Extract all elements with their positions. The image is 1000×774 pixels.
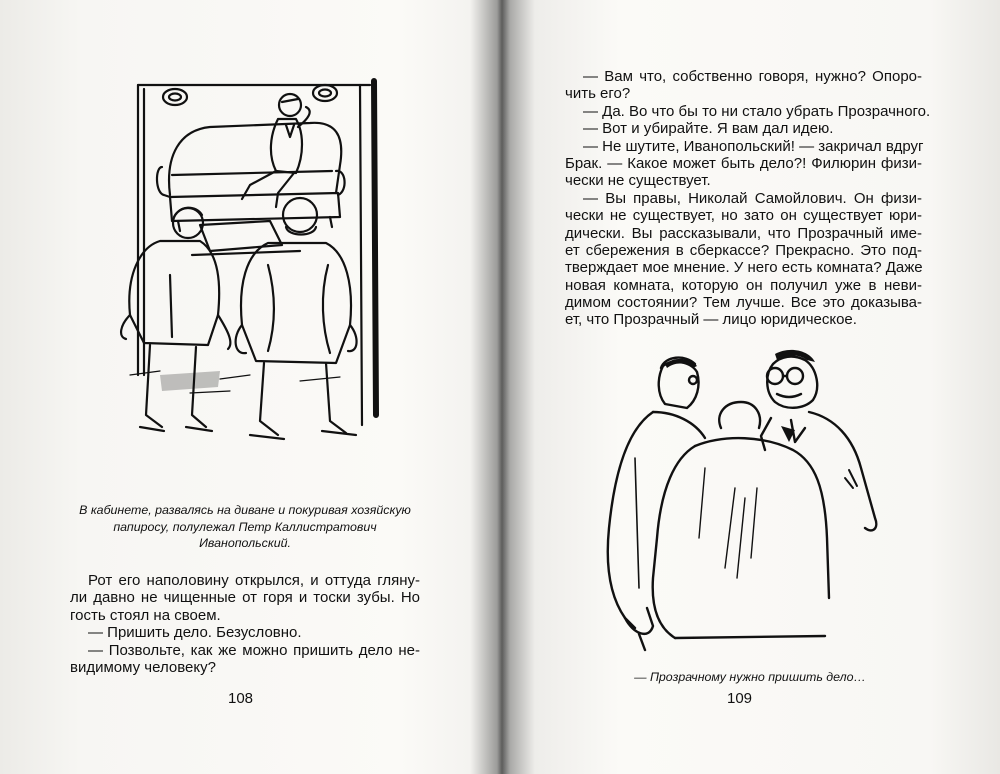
text-line: чески не существует. [565, 172, 711, 190]
text-line: Брак. — Какое может быть дело?! Филюрин физи- [565, 154, 922, 172]
text-line: — Пришить дело. Безусловно. [88, 624, 302, 642]
text-line: димом состоянии? Тем лучше. Все это доказыва- [565, 294, 922, 312]
right-page [505, 0, 1000, 774]
right-body-text [565, 68, 931, 329]
text-line: новая комната, которую он получил уже в неви- [565, 276, 922, 294]
text-line: ет сбережения в сберкассе? Прекрасно. Это под- [565, 241, 922, 259]
text-line: — Да. Во что бы то ни стало убрать Прозрачного. [583, 102, 931, 120]
left-page [0, 0, 495, 774]
text-line: Рот его наполовину открылся, и оттуда гляну- [88, 572, 420, 589]
illustration-caption-right: — Прозрачному нужно пришить дело… [634, 670, 866, 684]
illustration-caption: В кабинете, развалясь на диване и покуривая хозяйскую папиросу, полулежал Петр Каллистратович Иванопольский. [79, 503, 411, 550]
text-line: — Вам что, собственно говоря, нужно? Опоро- [583, 68, 922, 85]
text-line: ли давно не чищенные от горя и тоски зубы. Но [70, 589, 420, 607]
text-line: ет, что Прозрачный — лицо юридическое. [565, 311, 857, 329]
text-line: гость стоял на своем. [70, 606, 221, 624]
text-line: чить его? [565, 85, 631, 103]
text-line: — Позвольте, как же можно пришить дело не- [88, 641, 420, 659]
left-body-text [70, 572, 420, 676]
text-line: дически. Вы рассказывали, что Прозрачный име- [565, 224, 922, 242]
page-number-left: 108 [228, 690, 254, 707]
text-line: — Вы правы, Николай Самойлович. Он физи- [583, 189, 922, 207]
text-line: видимому человеку? [70, 658, 216, 676]
text-line: — Вот и убирайте. Я вам дал идею. [583, 120, 834, 138]
text-line: чески не существует, но зато он существует юри- [565, 207, 922, 225]
text-line: тверждает мое мнение. У него есть комната? Даже [565, 259, 923, 277]
page-number-right: 109 [727, 690, 753, 707]
text-line: — Не шутите, Иванопольский! — закричал вдруг [583, 137, 924, 155]
three-men-illustration [595, 338, 895, 658]
office-sofa-illustration [100, 75, 390, 460]
